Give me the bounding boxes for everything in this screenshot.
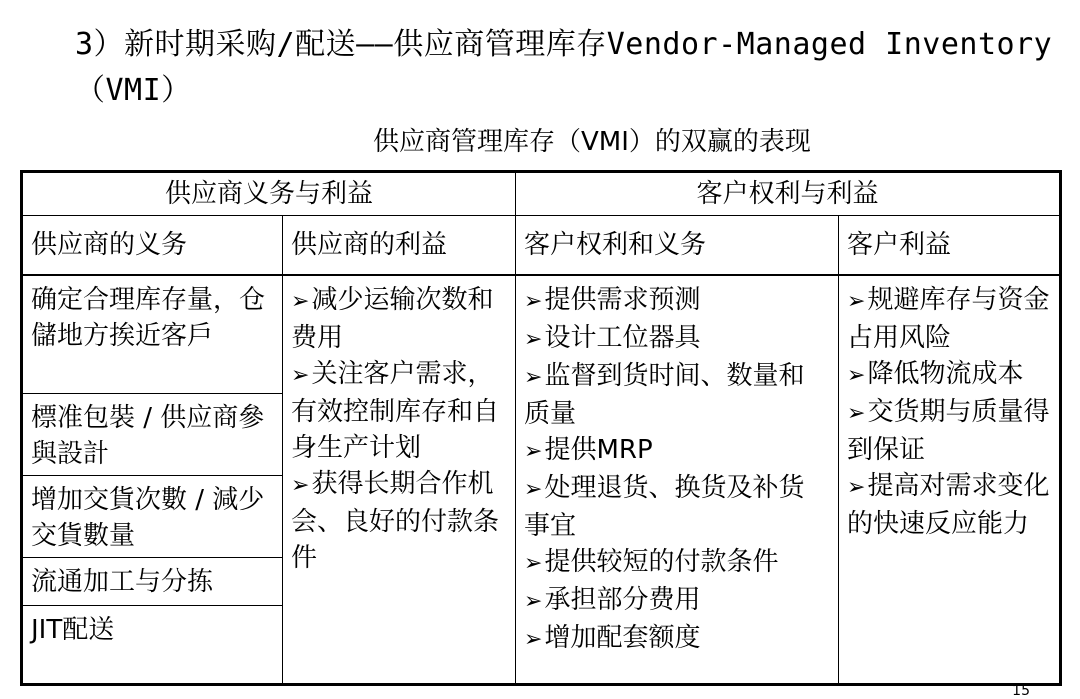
list-item: ➢ 规避库存与资金占用风险: [847, 282, 1051, 356]
supplier-duty-cell: 确定合理库存量，仓儲地方挨近客戶: [22, 275, 283, 393]
list-item: ➢ 降低物流成本: [847, 356, 1051, 394]
list-item: ➢ 提供较短的付款条件: [524, 544, 830, 582]
list-item: ➢ 提供需求预测: [524, 282, 830, 320]
list-item: ➢ 关注客户需求，有效控制库存和自身生产计划: [291, 356, 507, 466]
table-caption: 供应商管理库存（VMI）的双赢的表现: [373, 127, 811, 157]
list-item: ➢ 处理退货、换货及补货事宜: [524, 470, 830, 544]
customer-rights-cell: [516, 275, 839, 685]
list-item: ➢ 监督到货时间、数量和质量: [524, 358, 830, 432]
supplier-benefits-cell: [283, 275, 516, 685]
supplier-duty-cell: 標准包裝 / 供应商參與設計: [22, 393, 283, 475]
list-item: ➢ 交货期与质量得到保证: [847, 394, 1051, 468]
page-heading: 3）新时期采购/配送——供应商管理库存Vendor-Managed Inventory （VMI）: [75, 27, 1071, 108]
customer-benefits-cell: [839, 275, 1061, 685]
group-header-supplier: 供应商义务与利益: [22, 172, 516, 216]
list-item: ➢ 承担部分费用: [524, 582, 830, 620]
list-item: ➢ 减少运输次数和费用: [291, 282, 507, 356]
supplier-duty-cell: 增加交貨次數 / 減少交貨數量: [22, 475, 283, 557]
group-header-customer: 客户权利与利益: [516, 172, 1061, 216]
vmi-win-win-table: [20, 170, 1062, 686]
list-item: ➢ 获得长期合作机会、良好的付款条件: [291, 466, 507, 576]
group-header-row: [22, 172, 1061, 216]
page-number: 15: [1012, 683, 1030, 699]
col-header-customer-benefits: 客户利益: [839, 216, 1061, 276]
list-item: ➢ 增加配套额度: [524, 620, 830, 658]
list-item: ➢ 提供MRP: [524, 432, 830, 470]
supplier-duty-cell: 流通加工与分拣: [22, 557, 283, 605]
col-header-supplier-duties: 供应商的义务: [22, 216, 283, 276]
col-header-supplier-benefits: 供应商的利益: [283, 216, 516, 276]
col-header-customer-rights: 客户权利和义务: [516, 216, 839, 276]
list-item: ➢ 设计工位器具: [524, 320, 830, 358]
table-row: [22, 275, 1061, 393]
supplier-duty-cell: JIT配送: [22, 605, 283, 685]
column-header-row: [22, 216, 1061, 276]
list-item: ➢ 提高对需求变化的快速反应能力: [847, 468, 1051, 542]
